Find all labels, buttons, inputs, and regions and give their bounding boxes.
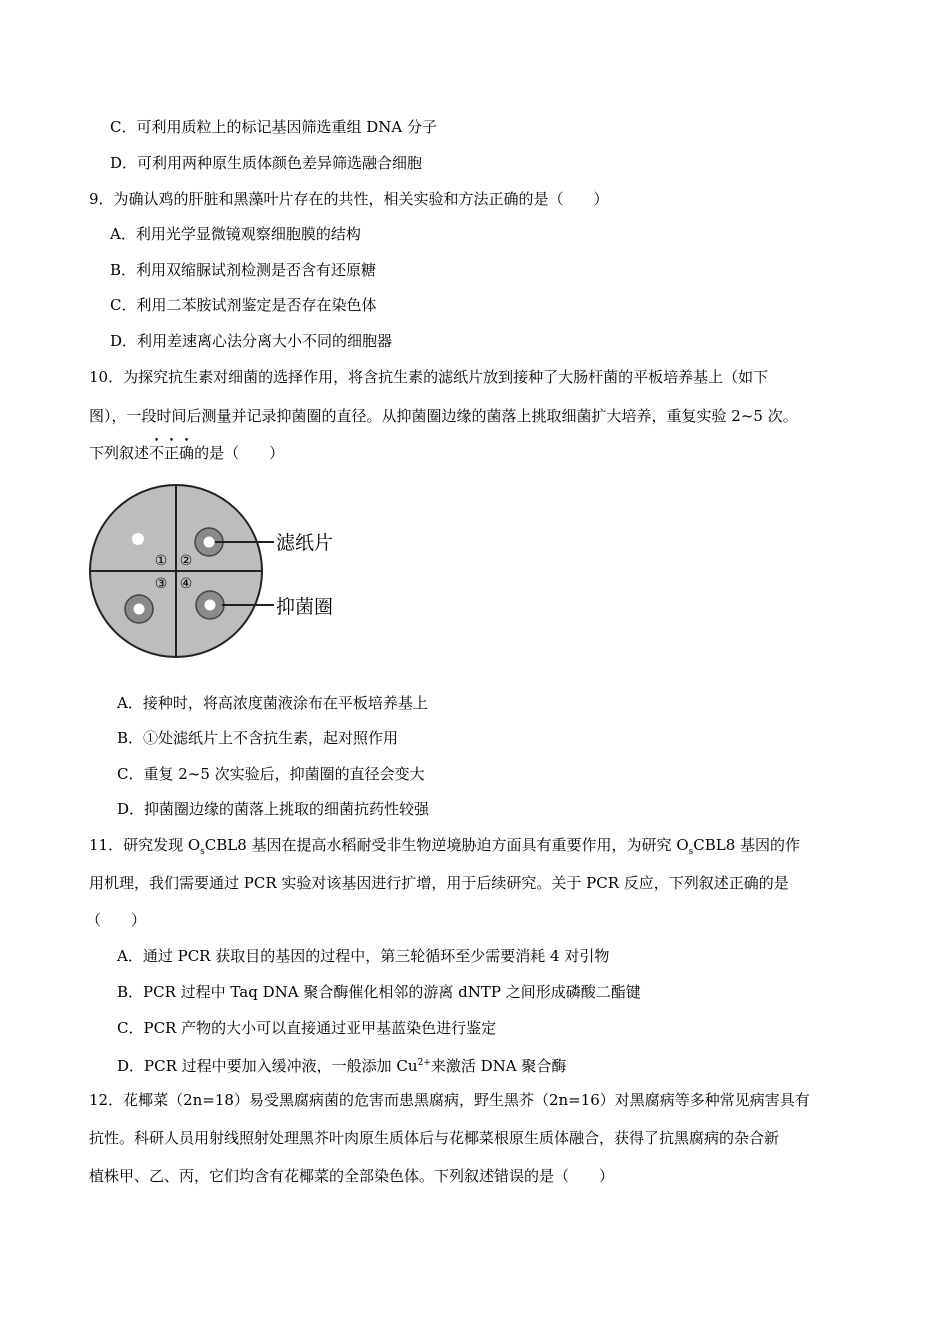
q9-option-d: D．利用差速离心法分离大小不同的细胞器: [110, 332, 393, 350]
q10-option-d: D．抑菌圈边缘的菌落上挑取的细菌抗药性较强: [117, 800, 430, 818]
option-d-prev: D．可利用两种原生质体颜色差异筛选融合细胞: [110, 154, 423, 172]
label-filter-paper: 滤纸片: [276, 532, 334, 554]
emphasis-char: 正: [164, 444, 180, 462]
q10-line3-pre: 下列叙述: [89, 444, 150, 462]
q11-text-a: 11．研究发现 O: [89, 836, 201, 854]
q11-d-superscript: 2+: [417, 1058, 431, 1068]
question-11-stem-line2: 用机理，我们需要通过 PCR 实验对该基因进行扩增，用于后续研究。关于 PCR 反应，下列叙述正确的是: [89, 874, 789, 892]
label-inhibition-zone: 抑菌圈: [276, 596, 334, 618]
q9-option-a: A．利用光学显微镜观察细胞膜的结构: [110, 225, 361, 243]
question-12-line2: 抗性。科研人员用射线照射处理黑芥叶肉原生质体后与花椰菜根原生质体融合，获得了抗黑腐病的杂合新: [89, 1129, 780, 1147]
q10-option-a: A．接种时，将高浓度菌液涂布在平板培养基上: [117, 694, 428, 712]
question-12-line1: 12．花椰菜（2n=18）易受黑腐病菌的危害而患黑腐病，野生黑芥（2n=16）对黑腐病等多种常见病害具有: [89, 1091, 810, 1109]
q11-d-text-post: 来激活 DNA 聚合酶: [430, 1057, 567, 1075]
q10-option-c: C．重复 2~5 次实验后，抑菌圈的直径会变大: [117, 765, 425, 783]
q11-option-b: B．PCR 过程中 Taq DNA 聚合酶催化相邻的游离 dNTP 之间形成磷酸二酯键: [117, 983, 641, 1001]
petri-dish-figure: [86, 484, 356, 660]
question-12-line3: 植株甲、乙、丙，它们均含有花椰菜的全部染色体。下列叙述错误的是（ ）: [89, 1167, 615, 1185]
q9-option-b: B．利用双缩脲试剂检测是否含有还原糖: [110, 261, 377, 279]
q11-text-c: CBL8 基因的作: [693, 836, 801, 854]
question-10-stem-line3: [89, 443, 284, 463]
q10-option-b: B．①处滤纸片上不含抗生素，起对照作用: [117, 729, 399, 747]
q11-subscript-2: s: [688, 847, 694, 857]
question-10-stem-line2: 图），一段时间后测量并记录抑菌圈的直径。从抑菌圈边缘的菌落上挑取细菌扩大培养，重复实验 2~5 次。: [89, 407, 798, 425]
quadrant-label-1: ①: [154, 553, 168, 569]
quadrant-label-2: ②: [179, 553, 193, 569]
filter-disc-2: [204, 537, 215, 548]
q11-d-text-pre: D．PCR 过程中要加入缓冲液，一般添加 Cu: [117, 1057, 418, 1075]
quadrant-label-4: ④: [179, 576, 193, 592]
q11-subscript-1: s: [200, 847, 205, 857]
option-c-prev: C．可利用质粒上的标记基因筛选重组 DNA 分子: [110, 118, 437, 136]
question-11-stem-line1: [89, 835, 800, 862]
quadrant-label-3: ③: [154, 576, 168, 592]
q11-option-a: A．通过 PCR 获取目的基因的过程中，第三轮循环至少需要消耗 4 对引物: [117, 947, 610, 965]
q9-option-c: C．利用二苯胺试剂鉴定是否存在染色体: [110, 296, 377, 314]
q11-text-b: CBL8 基因在提高水稻耐受非生物逆境胁迫方面具有重要作用，为研究 O: [204, 836, 689, 854]
emphasis-char: 不: [149, 444, 165, 462]
filter-disc-1: [132, 533, 144, 545]
filter-disc-4: [205, 600, 216, 611]
question-10-stem-line1: 10．为探究抗生素对细菌的选择作用，将含抗生素的滤纸片放到接种了大肠杆菌的平板培养基上（如下: [89, 368, 769, 386]
emphasis-char: 确: [179, 444, 195, 462]
q11-option-d: [117, 1053, 566, 1076]
filter-disc-3: [134, 604, 145, 615]
q11-option-c: C．PCR 产物的大小可以直接通过亚甲基蓝染色进行鉴定: [117, 1019, 497, 1037]
question-9-stem: 9．为确认鸡的肝脏和黑藻叶片存在的共性，相关实验和方法正确的是（ ）: [89, 190, 609, 208]
question-11-stem-line3: （ ）: [86, 911, 147, 929]
q10-line3-post: 的是（ ）: [194, 444, 285, 462]
